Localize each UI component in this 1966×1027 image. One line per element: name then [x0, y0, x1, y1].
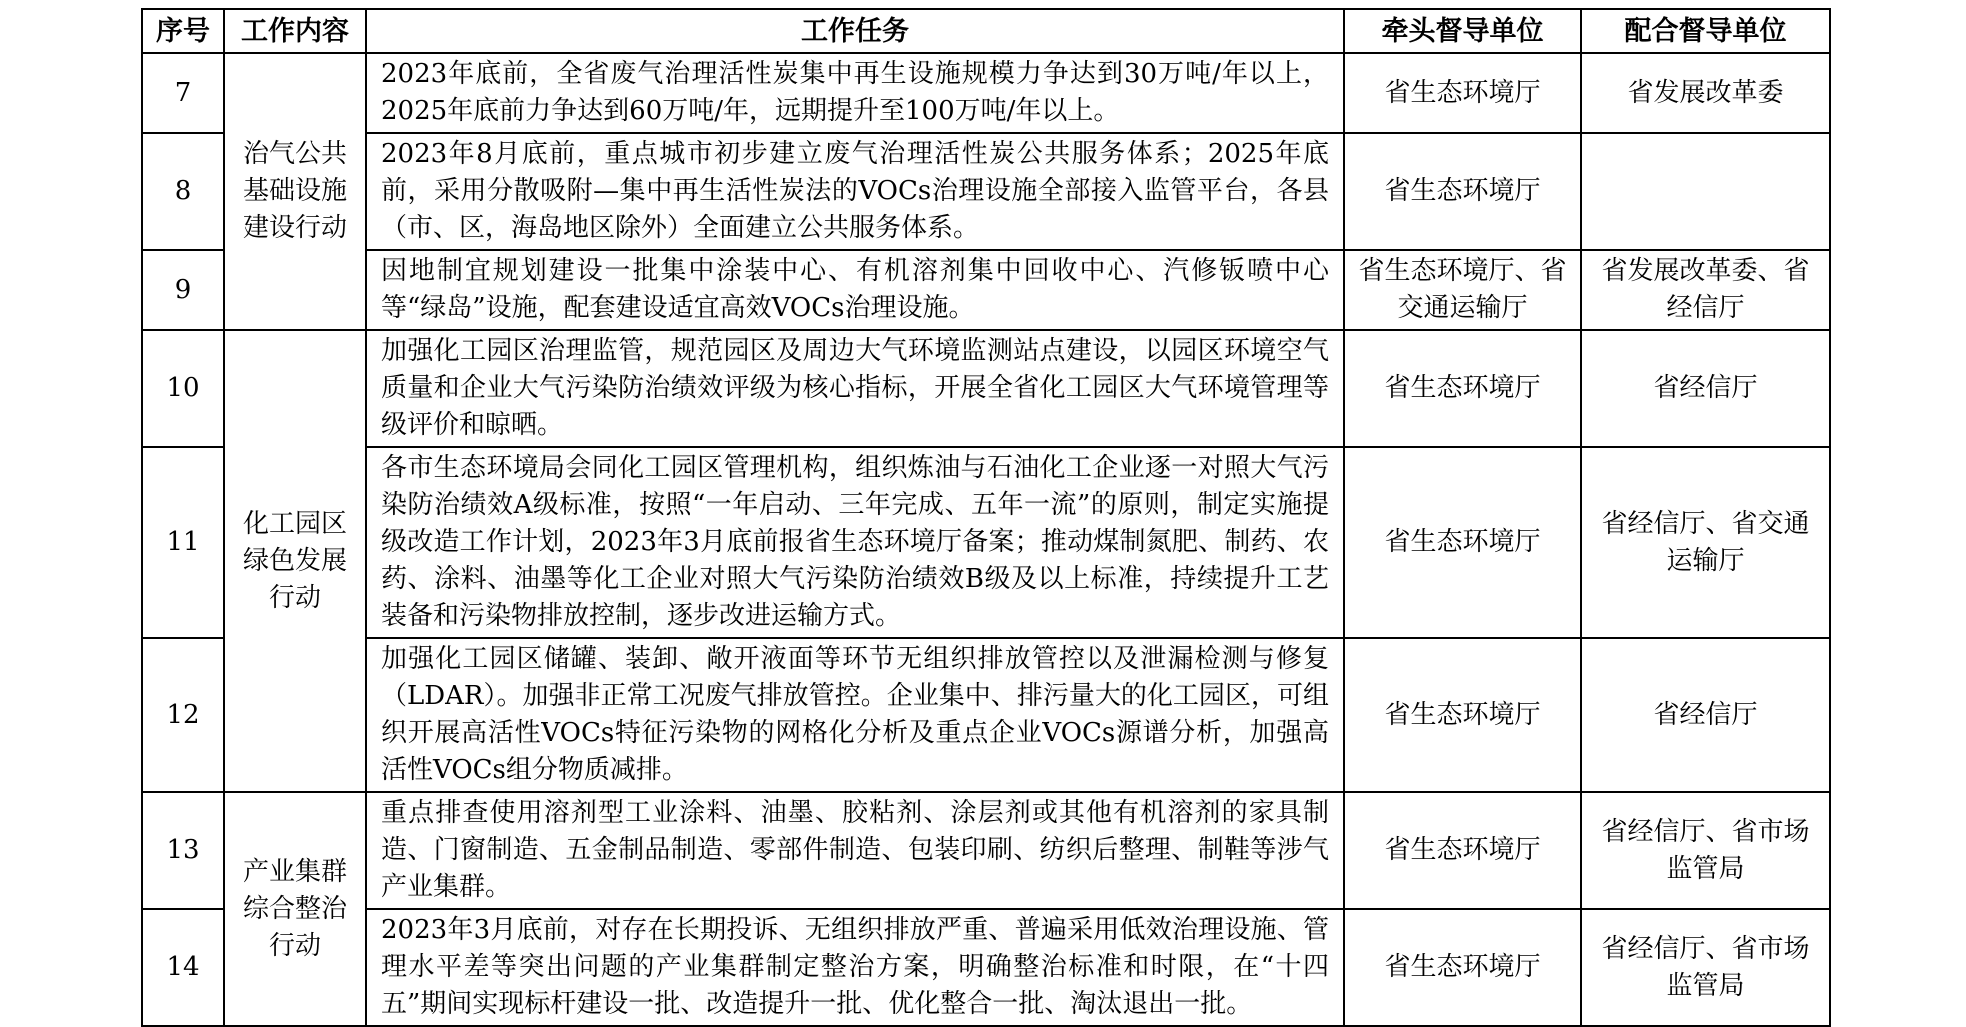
header-task: 工作任务: [366, 9, 1344, 53]
row-lead: 省生态环境厅: [1344, 638, 1581, 792]
task-table-container: [141, 8, 1829, 1027]
row-lead: 省生态环境厅: [1344, 447, 1581, 638]
row-no: 13: [142, 792, 224, 909]
row-coop: 省经信厅: [1581, 330, 1830, 447]
row-task: 因地制宜规划建设一批集中涂装中心、有机溶剂集中回收中心、汽修钣喷中心等“绿岛”设施，配套建设适宜高效VOCs治理设施。: [366, 250, 1344, 330]
row-task: 2023年底前，全省废气治理活性炭集中再生设施规模力争达到30万吨/年以上，2025年底前力争达到60万吨/年，远期提升至100万吨/年以上。: [366, 53, 1344, 133]
table-row: [142, 53, 1830, 133]
row-lead: 省生态环境厅: [1344, 909, 1581, 1026]
task-table: [141, 8, 1831, 1027]
row-lead: 省生态环境厅、省交通运输厅: [1344, 250, 1581, 330]
table-row: [142, 792, 1830, 909]
row-lead: 省生态环境厅: [1344, 53, 1581, 133]
row-coop: [1581, 133, 1830, 250]
row-no: 14: [142, 909, 224, 1026]
group-content: 化工园区绿色发展行动: [224, 330, 366, 792]
group-content: 治气公共基础设施建设行动: [224, 53, 366, 330]
row-no: 9: [142, 250, 224, 330]
row-task: 重点排查使用溶剂型工业涂料、油墨、胶粘剂、涂层剂或其他有机溶剂的家具制造、门窗制造、五金制品制造、零部件制造、包装印刷、纺织后整理、制鞋等涉气产业集群。: [366, 792, 1344, 909]
row-task: 各市生态环境局会同化工园区管理机构，组织炼油与石油化工企业逐一对照大气污染防治绩效A级标准，按照“一年启动、三年完成、五年一流”的原则，制定实施提级改造工作计划，2023年3月底前报省生态环境厅备案；推动煤制氮肥、制药、农药、涂料、油墨等化工企业对照大气污染防治绩效B级及以上标准，持续提升工艺装备和污染物排放控制，逐步改进运输方式。: [366, 447, 1344, 638]
header-coop: 配合督导单位: [1581, 9, 1830, 53]
row-no: 8: [142, 133, 224, 250]
row-coop: 省经信厅、省市场监管局: [1581, 909, 1830, 1026]
header-content: 工作内容: [224, 9, 366, 53]
row-no: 11: [142, 447, 224, 638]
table-row: [142, 133, 1830, 250]
row-task: 2023年8月底前，重点城市初步建立废气治理活性炭公共服务体系；2025年底前，采用分散吸附—集中再生活性炭法的VOCs治理设施全部接入监管平台，各县（市、区，海岛地区除外）全面建立公共服务体系。: [366, 133, 1344, 250]
row-task: 加强化工园区治理监管，规范园区及周边大气环境监测站点建设，以园区环境空气质量和企业大气污染防治绩效评级为核心指标，开展全省化工园区大气环境管理等级评价和晾晒。: [366, 330, 1344, 447]
row-coop: 省发展改革委: [1581, 53, 1830, 133]
row-no: 7: [142, 53, 224, 133]
table-header-row: [142, 9, 1830, 53]
table-row: [142, 250, 1830, 330]
table-row: [142, 447, 1830, 638]
row-lead: 省生态环境厅: [1344, 792, 1581, 909]
header-lead: 牵头督导单位: [1344, 9, 1581, 53]
row-no: 12: [142, 638, 224, 792]
row-task: 加强化工园区储罐、装卸、敞开液面等环节无组织排放管控以及泄漏检测与修复（LDAR）。加强非正常工况废气排放管控。企业集中、排污量大的化工园区，可组织开展高活性VOCs特征污染物的网格化分析及重点企业VOCs源谱分析，加强高活性VOCs组分物质减排。: [366, 638, 1344, 792]
row-coop: 省发展改革委、省经信厅: [1581, 250, 1830, 330]
row-coop: 省经信厅、省交通运输厅: [1581, 447, 1830, 638]
row-no: 10: [142, 330, 224, 447]
row-coop: 省经信厅、省市场监管局: [1581, 792, 1830, 909]
row-task: 2023年3月底前，对存在长期投诉、无组织排放严重、普遍采用低效治理设施、管理水平差等突出问题的产业集群制定整治方案，明确整治标准和时限，在“十四五”期间实现标杆建设一批、改造提升一批、优化整合一批、淘汰退出一批。: [366, 909, 1344, 1026]
row-lead: 省生态环境厅: [1344, 330, 1581, 447]
header-no: 序号: [142, 9, 224, 53]
table-row: [142, 638, 1830, 792]
row-lead: 省生态环境厅: [1344, 133, 1581, 250]
group-content: 产业集群综合整治行动: [224, 792, 366, 1026]
row-coop: 省经信厅: [1581, 638, 1830, 792]
table-row: [142, 909, 1830, 1026]
table-row: [142, 330, 1830, 447]
